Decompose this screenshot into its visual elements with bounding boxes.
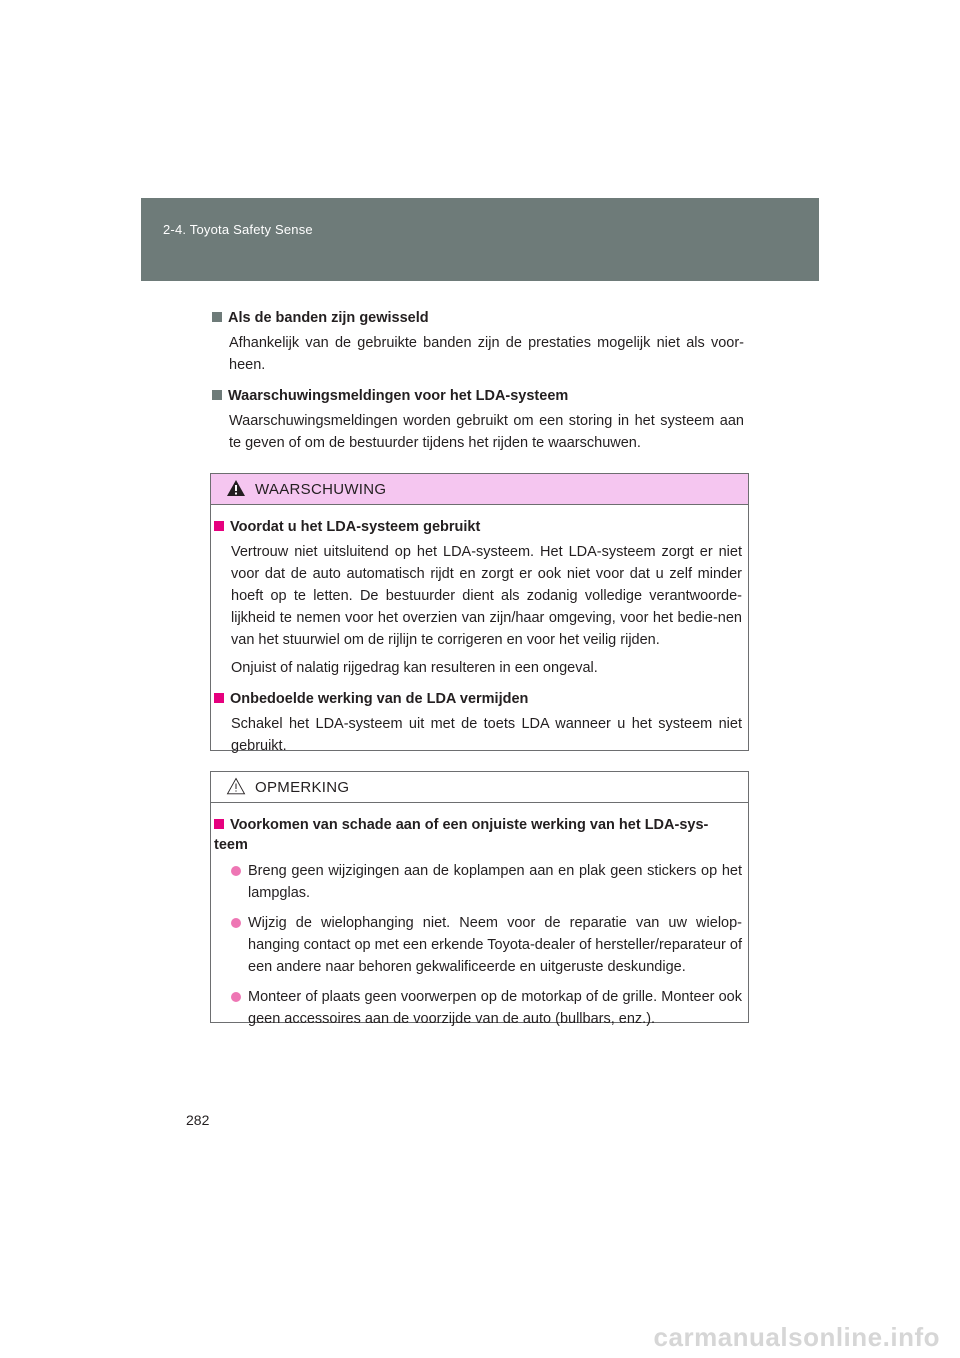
notice-box <box>210 771 749 1027</box>
intro-item <box>212 386 744 454</box>
square-bullet-icon <box>212 390 222 400</box>
intro-item <box>212 308 744 376</box>
warning-triangle-icon <box>226 479 246 497</box>
warning-item-title: Onbedoelde werking van de LDA vermijden <box>230 691 529 707</box>
intro-item-body: Waarschuwingsmeldingen worden gebruikt om een storing in het systeem aan te geven of om de bestuurder tijdens het rijden te waarschuwen. <box>229 413 744 451</box>
intro-item-body: Afhankelijk van de gebruikte banden zijn de prestaties mogelijk niet als voor-heen. <box>229 335 744 373</box>
warning-paragraph: Vertrouw niet uitsluitend op het LDA-systeem. Het LDA-systeem zorgt er niet voor dat de auto automatisch rijdt en zorgt er ook niet voor dat u zelf minder hoeft op te letten. De bestuurder dient als zodanig volledige verantwoorde-lijkheid te nemen voor het overzien van zijn/haar omgeving, voor het bedie-nen van het stuurwiel om de rijlijn te corrigeren en voor het veilig rijden. <box>231 544 742 648</box>
warning-label: WAARSCHUWING <box>255 481 387 498</box>
circle-bullet-icon <box>231 992 241 1002</box>
notice-bullet-list <box>231 860 742 1030</box>
square-bullet-icon <box>214 819 224 829</box>
notice-body <box>211 803 748 1030</box>
notice-header <box>211 772 748 803</box>
warning-item <box>214 689 742 757</box>
caution-triangle-icon <box>226 777 246 795</box>
intro-item-title: Als de banden zijn gewisseld <box>228 310 429 326</box>
square-bullet-icon <box>212 312 222 322</box>
warning-paragraph: Schakel het LDA-systeem uit met de toets LDA wanneer u het systeem niet gebruikt. <box>231 716 742 754</box>
warning-header <box>211 474 748 505</box>
square-bullet-icon <box>214 693 224 703</box>
list-item: Monteer of plaats geen voorwerpen op de motorkap of de grille. Monteer ook geen accessoires aan de voorzijde van de auto (bullbars, enz.). <box>231 986 742 1030</box>
section-header-band <box>141 198 819 281</box>
circle-bullet-icon <box>231 918 241 928</box>
intro-item-title: Waarschuwingsmeldingen voor het LDA-systeem <box>228 388 569 404</box>
square-bullet-icon <box>214 521 224 531</box>
warning-item-title: Voordat u het LDA-systeem gebruikt <box>230 519 481 535</box>
page-number: 282 <box>186 1112 210 1128</box>
intro-content <box>212 308 744 454</box>
list-item: Breng geen wijzigingen aan de koplampen aan en plak geen stickers op het lampglas. <box>231 860 742 904</box>
watermark: carmanualsonline.info <box>653 1322 940 1352</box>
circle-bullet-icon <box>231 866 241 876</box>
section-title: 2-4. Toyota Safety Sense <box>163 222 313 237</box>
warning-box <box>210 473 749 754</box>
list-item: Wijzig de wielophanging niet. Neem voor de reparatie van uw wielop-hanging contact op met een erkende Toyota-dealer of hersteller/reparateur of een andere naar behoren gekwalificeerde en uitgeruste deskundige. <box>231 912 742 978</box>
warning-body <box>211 505 748 757</box>
warning-item <box>214 517 742 679</box>
notice-label: OPMERKING <box>255 779 350 796</box>
notice-title: Voorkomen van schade aan of een onjuiste werking van het LDA-sys-teem <box>214 817 709 853</box>
warning-paragraph: Onjuist of nalatig rijgedrag kan resulteren in een ongeval. <box>231 660 598 676</box>
